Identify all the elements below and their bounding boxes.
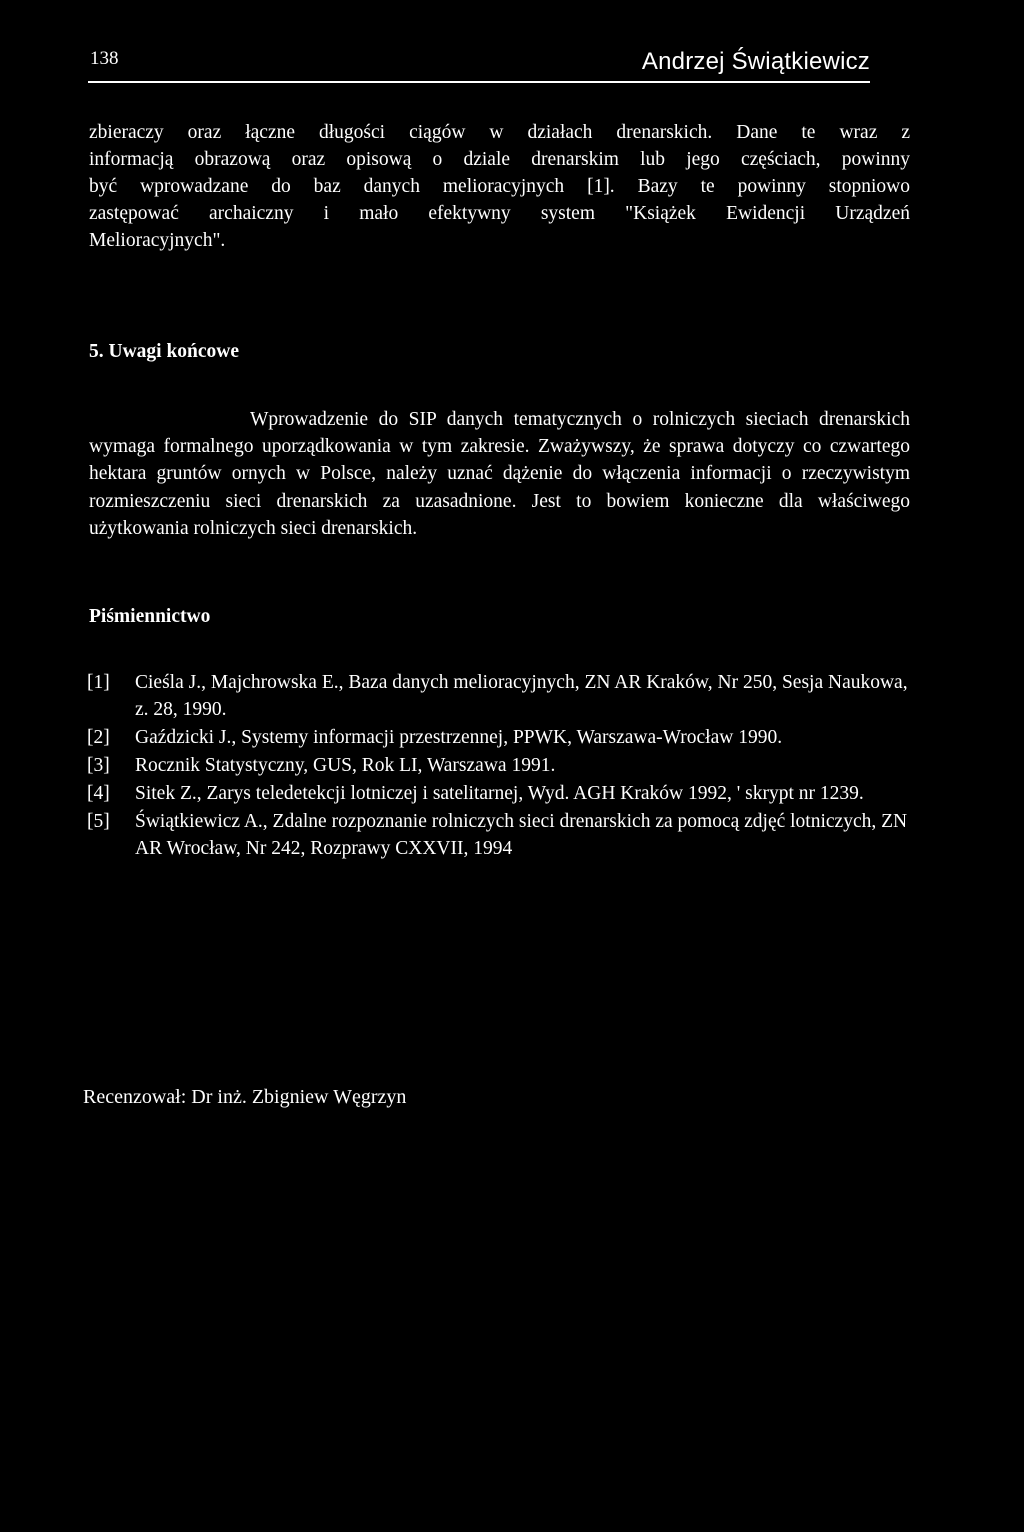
reference-text: Świątkiewicz A., Zdalne rozpoznanie rolniczych sieci drenarskich za pomocą zdjęć lotniczych, ZN AR Wrocław, Nr 242, Rozprawy CXXVII, 1994 (135, 811, 908, 859)
reference-number: [5] (87, 811, 110, 832)
header-rule (88, 81, 870, 83)
reference-item (89, 780, 919, 807)
reference-text: Sitek Z., Zarys teledetekcji lotniczej i satelitarnej, Wyd. AGH Kraków 1992, ' skrypt nr 1239. (135, 783, 864, 804)
intro-line: zastępować archaiczny i mało efektywny system "Książek Ewidencji Urządzeń (89, 203, 910, 224)
section-heading: 5. Uwagi końcowe (89, 341, 240, 362)
running-head-author: Andrzej Świątkiewicz (641, 48, 870, 75)
intro-line: Melioracyjnych". (89, 230, 226, 251)
reference-item (89, 669, 919, 723)
reference-text: Rocznik Statystyczny, GUS, Rok LI, Warszawa 1991. (135, 755, 556, 776)
references-heading: Piśmiennictwo (89, 606, 211, 627)
page-number: 138 (90, 48, 119, 69)
reference-item (89, 724, 919, 751)
reviewer-note: Recenzował: Dr inż. Zbigniew Węgrzyn (83, 1086, 407, 1108)
reference-number: [2] (87, 727, 110, 748)
intro-paragraph (89, 119, 910, 254)
references-list (89, 669, 919, 863)
intro-line: być wprowadzane do baz danych melioracyjnych [1]. Bazy te powinny stopniowo (89, 176, 910, 197)
reference-number: [4] (87, 783, 110, 804)
reference-text: Cieśla J., Majchrowska E., Baza danych melioracyjnych, ZN AR Kraków, Nr 250, Sesja Naukowa, z. 28, 1990. (135, 672, 908, 720)
section-paragraph: Wprowadzenie do SIP danych tematycznych o rolniczych sieciach drenarskich wymaga formalnego uporządkowania w tym zakresie. Zważywszy, że sprawa dotyczy co czwartego hektara gruntów ornych w Polsce, należy uznać dążenie do włączenia informacji o rzeczywistym rozmieszczeniu sieci drenarskich za uzasadnione. Jest to bowiem konieczne dla właściwego użytkowania rolniczych sieci drenarskich. (89, 409, 910, 539)
intro-line: informacją obrazową oraz opisową o dziale drenarskim lub jego częściach, powinny (89, 149, 910, 170)
page-header (88, 44, 870, 88)
reference-text: Gaździcki J., Systemy informacji przestrzennej, PPWK, Warszawa-Wrocław 1990. (135, 727, 783, 748)
reference-item (89, 752, 919, 779)
reference-number: [1] (87, 672, 110, 693)
intro-line: zbieraczy oraz łączne długości ciągów w działach drenarskich. Dane te wraz z (89, 122, 910, 143)
reference-item (89, 808, 919, 862)
reference-number: [3] (87, 755, 110, 776)
